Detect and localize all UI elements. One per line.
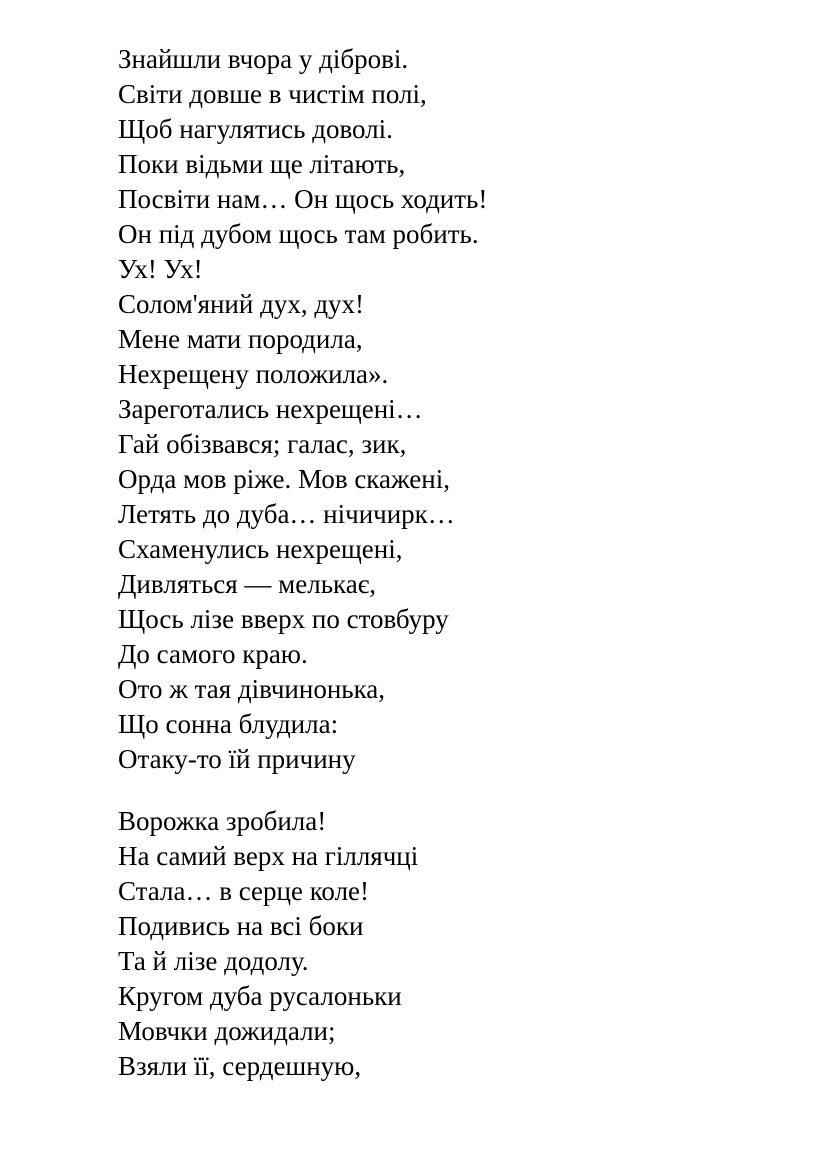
poem-line: Поки відьми ще літають, xyxy=(118,149,406,179)
poem-line: Посвіти нам… Он щось ходить! xyxy=(118,184,488,214)
poem-line: Мене мати породила, xyxy=(118,324,363,354)
poem-line: До самого краю. xyxy=(118,639,308,669)
poem-line: Дивляться — мелькає, xyxy=(118,569,377,599)
poem-line: Мовчки дожидали; xyxy=(118,1016,336,1046)
poem-line: Взяли її, сердешную, xyxy=(118,1051,362,1081)
poem-line: Кругом дуба русалоньки xyxy=(118,981,402,1011)
stanza-2 xyxy=(118,804,487,1084)
poem-line: Он під дубом щось там робить. xyxy=(118,219,479,249)
poem-line: Світи довше в чистім полі, xyxy=(118,79,427,109)
stanza-1 xyxy=(118,42,487,777)
poem-text xyxy=(118,42,487,1084)
poem-line: Зареготались нехрещені… xyxy=(118,394,423,424)
poem-line: Ворожка зробила! xyxy=(118,806,327,836)
poem-line: Летять до дуба… нічичирк… xyxy=(118,499,455,529)
poem-line: Солом'яний дух, дух! xyxy=(118,289,365,319)
poem-line: Нехрещену положила». xyxy=(118,359,389,389)
poem-line: Ух! Ух! xyxy=(118,254,203,284)
poem-line: Щось лізе вверх по стовбуру xyxy=(118,604,449,634)
poem-line: Щоб нагулятись доволі. xyxy=(118,114,393,144)
poem-line: Та й лізе додолу. xyxy=(118,946,309,976)
poem-line: На самий верх на гіллячці xyxy=(118,841,419,871)
poem-line: Що сонна блудила: xyxy=(118,709,339,739)
poem-line: Гай обізвався; галас, зик, xyxy=(118,429,407,459)
poem-line: Знайшли вчора у діброві. xyxy=(118,44,409,74)
poem-line: Орда мов ріже. Мов скажені, xyxy=(118,464,450,494)
poem-line: Отаку-то їй причину xyxy=(118,744,356,774)
poem-line: Схаменулись нехрещені, xyxy=(118,534,403,564)
poem-line: Подивись на всі боки xyxy=(118,911,364,941)
poem-line: Стала… в серце коле! xyxy=(118,876,370,906)
poem-line: Ото ж тая дівчинонька, xyxy=(118,674,386,704)
